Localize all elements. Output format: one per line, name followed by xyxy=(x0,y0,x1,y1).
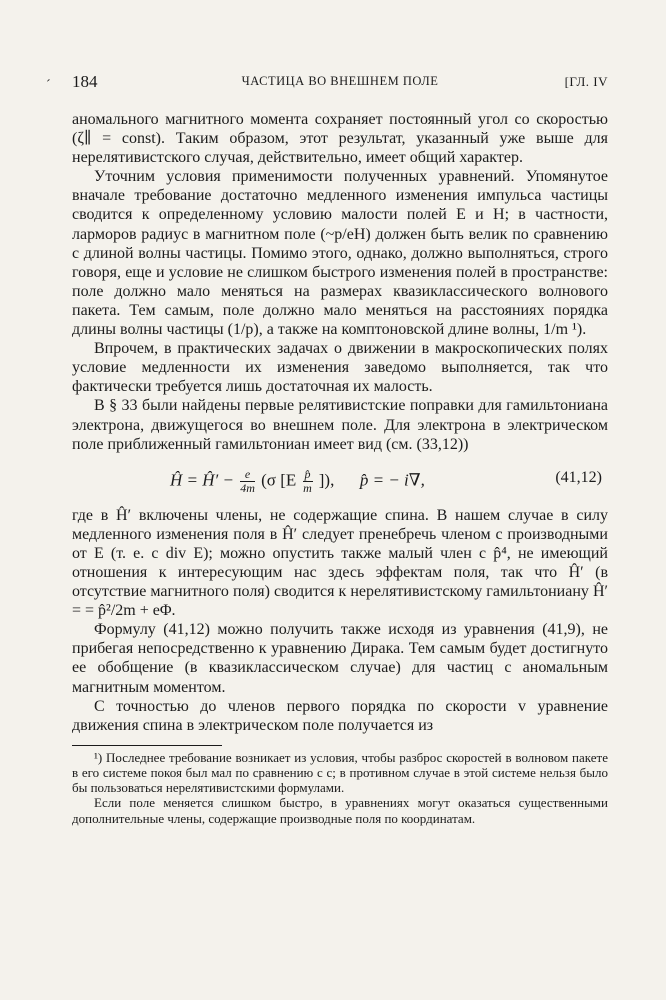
eq-inner-num: p̂ xyxy=(304,466,311,481)
paragraph-6: Формулу (41,12) можно получить также исходя из уравнения (41,9), не прибегая непосредственно к уравнению Дирака. Тем самым будет достигнуто ее обобщение (в квазиклассическом случае) для частиц с аномальным магнитным моментом. xyxy=(72,621,608,696)
page-number: 184 xyxy=(72,72,98,91)
paragraph-2: Уточним условия применимости полученных уравнений. Упомянутое вначале требование достаточно медленного изменения импульса частицы сводится к определенному условию малости полей E и H; в частности, ларморов радиус в магнитном поле (~p/eH) должен быть велик по сравнению с длиной волны частицы. Помимо этого, однако, должно выполняться, строго говоря, еще и условие не слишком быстрого изменения полей в пространстве: поле должно мало меняться на размерах квазиклассического волнового пакета. Тем самым, поле должно мало меняться на расстояниях порядка длины волны частицы (1/p), а также на комптоновской длине волны, 1/m ¹). xyxy=(72,168,608,339)
paragraph-3: Впрочем, в практических задачах о движении в макроскопических полях условие медленности их изменения заведомо выполняется, так что фактически требуется лишь достаточная их малость. xyxy=(72,340,608,396)
eq-lhs: Ĥ = Ĥ′ − xyxy=(170,470,234,490)
paragraph-7: С точностью до членов первого порядка по скорости v уравнение движения спина в электрическом поле получается из xyxy=(72,697,608,734)
eq-middle: (σ [E xyxy=(261,470,297,490)
page-header xyxy=(72,72,608,96)
eq-frac-num: e xyxy=(240,468,255,482)
equation-41-12 xyxy=(72,457,608,501)
margin-mark: ˊ xyxy=(46,78,51,93)
paragraph-1: аномального магнитного момента сохраняет постоянный угол со скоростью (ζ∥ = const). Таким образом, этот результат, указанный уже выше для нерелятивистского случая, действительно, имеет общий характер. xyxy=(72,111,608,167)
eq-inner-den: m xyxy=(303,480,312,495)
eq-inner-fraction xyxy=(303,468,313,495)
main-text xyxy=(72,110,608,735)
eq-close: ]), xyxy=(318,470,335,490)
book-page xyxy=(72,72,608,826)
running-title: ЧАСТИЦА ВО ВНЕШНЕМ ПОЛЕ xyxy=(241,74,439,88)
footnote-1: ¹) Последнее требование возникает из условия, чтобы разброс скоростей в волновом пакете в его системе покоя был мал по сравнению с c; в противном случае в этой системе нельзя было бы пользоваться нерелятивистскими формулами. xyxy=(72,749,608,796)
chapter-label: [ГЛ. IV xyxy=(564,74,608,89)
paragraph-4: В § 33 были найдены первые релятивистские поправки для гамильтониана электрона, движущегося во внешнем поле. Для электрона в электрическом поле приближенный гамильтониан имеет вид (см. (33,12)) xyxy=(72,397,608,453)
equation-expression xyxy=(170,468,425,495)
eq-momentum: p̂ = − i∇, xyxy=(359,470,425,490)
eq-fraction xyxy=(240,468,255,495)
footnote-divider xyxy=(72,745,222,746)
footnotes xyxy=(72,750,608,826)
eq-frac-den: 4m xyxy=(240,480,255,495)
paragraph-5: где в Ĥ′ включены члены, не содержащие спина. В нашем случае в силу медленного изменения поля в Ĥ′ следует пренебречь членом с производными от E (т. е. с div E); можно опустить также малый член с p̂⁴, не имеющий отношения к интересующим нас здесь эффектам поля, так что Ĥ′ (в отсутствие магнитного поля) сводится к нерелятивистскому гамильтониану Ĥ′ = = p̂²/2m + eΦ. xyxy=(72,506,608,620)
footnote-2: Если поле меняется слишком быстро, в уравнениях могут оказаться существенными дополнительные члены, содержащие производные поля по координатам. xyxy=(72,795,608,826)
equation-number: (41,12) xyxy=(555,468,602,486)
